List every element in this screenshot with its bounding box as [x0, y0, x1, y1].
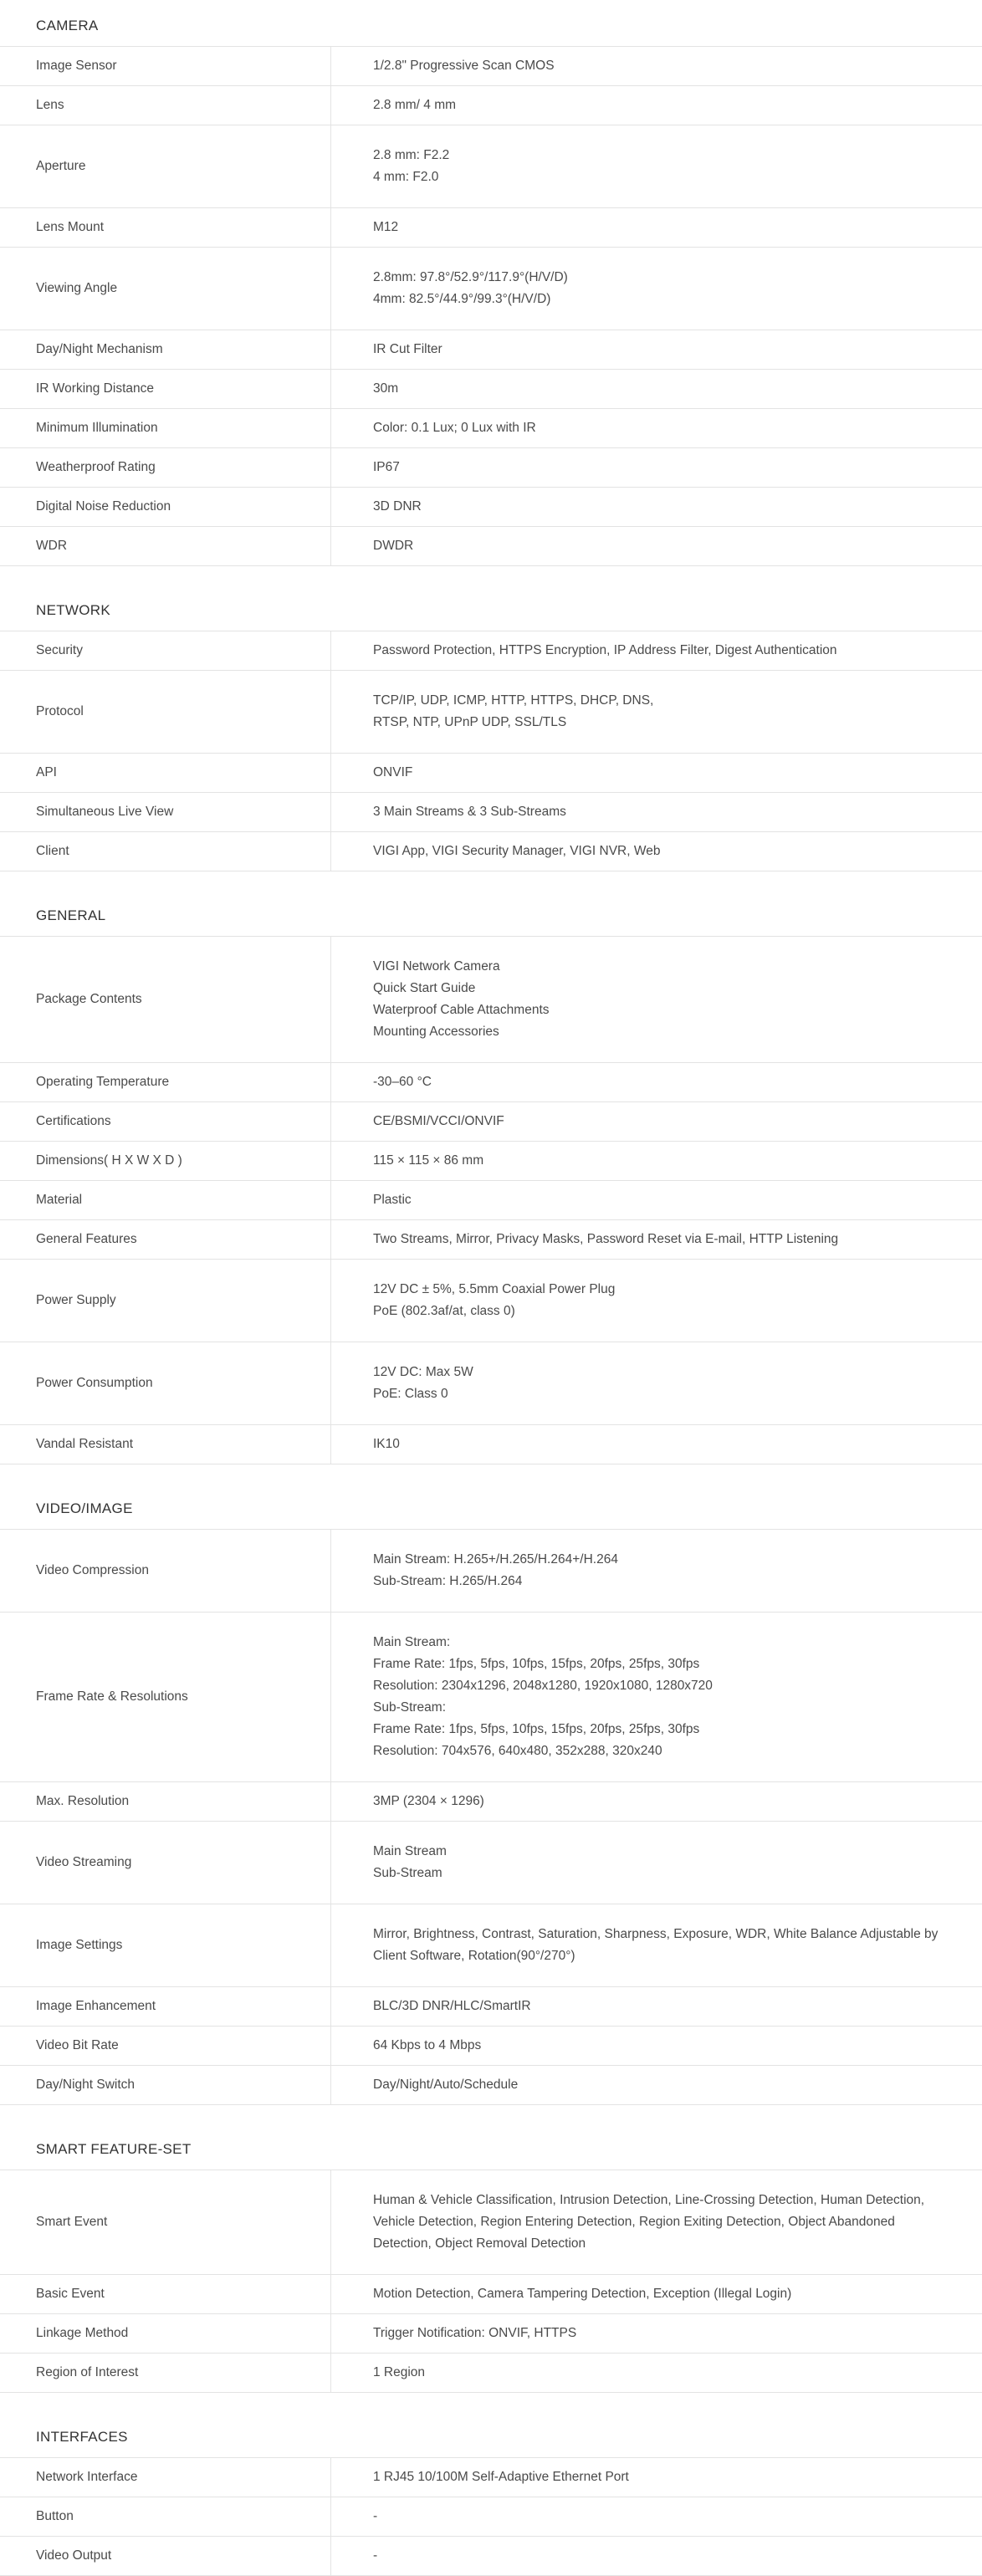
spec-value	[331, 2497, 982, 2536]
spec-value-line: 2.8 mm/ 4 mm	[373, 98, 457, 112]
spec-value	[331, 2170, 982, 2274]
spec-value-line: TCP/IP, UDP, ICMP, HTTP, HTTPS, DHCP, DNS,	[373, 693, 654, 708]
spec-label: Aperture	[0, 125, 331, 207]
spec-value	[331, 1822, 982, 1904]
spec-row-weatherproof-rating	[0, 448, 982, 488]
spec-value-line: 1 Region	[373, 2365, 426, 2379]
spec-row-package-contents	[0, 937, 982, 1063]
spec-value-line: 115 × 115 × 86 mm	[373, 1153, 484, 1168]
spec-label: Dimensions( H X W X D )	[0, 1142, 331, 1180]
spec-label: General Features	[0, 1220, 331, 1259]
spec-value-line: Frame Rate: 1fps, 5fps, 10fps, 15fps, 20fps, 25fps, 30fps	[373, 1722, 700, 1736]
spec-value-line: 30m	[373, 381, 399, 396]
spec-value-line: Mounting Accessories	[373, 1025, 499, 1039]
spec-label: Frame Rate & Resolutions	[0, 1613, 331, 1781]
spec-label: Minimum Illumination	[0, 409, 331, 447]
spec-row-general-features	[0, 1220, 982, 1260]
spec-row-certifications	[0, 1102, 982, 1142]
spec-value	[331, 937, 982, 1062]
spec-value-line: -	[373, 2509, 378, 2523]
spec-label: Lens Mount	[0, 208, 331, 247]
spec-value	[331, 1425, 982, 1464]
spec-label: Video Output	[0, 2537, 331, 2575]
spec-label: Operating Temperature	[0, 1063, 331, 1101]
spec-value-line: Password Protection, HTTPS Encryption, IP Address Filter, Digest Authentication	[373, 643, 837, 657]
spec-value	[331, 125, 982, 207]
spec-row-basic-event	[0, 2275, 982, 2314]
spec-value	[331, 2027, 982, 2065]
spec-row-network-interface	[0, 2458, 982, 2497]
spec-value	[331, 2458, 982, 2497]
spec-value	[331, 1782, 982, 1821]
spec-value	[331, 370, 982, 408]
spec-value	[331, 832, 982, 871]
spec-value-line: VIGI App, VIGI Security Manager, VIGI NVR, Web	[373, 844, 661, 858]
spec-row-max-resolution	[0, 1782, 982, 1822]
spec-value-line: Resolution: 704x576, 640x480, 352x288, 320x240	[373, 1744, 662, 1758]
section-title: GENERAL	[0, 890, 982, 937]
spec-value-line: 64 Kbps to 4 Mbps	[373, 2038, 482, 2052]
spec-value	[331, 1904, 982, 1986]
spec-row-vandal-resistant	[0, 1425, 982, 1464]
spec-label: Power Consumption	[0, 1342, 331, 1424]
spec-value	[331, 631, 982, 670]
section-title: SMART FEATURE-SET	[0, 2124, 982, 2170]
spec-value-line: -	[373, 2548, 378, 2563]
spec-value-line: VIGI Network Camera	[373, 959, 500, 974]
spec-value-line: Motion Detection, Camera Tampering Detection, Exception (Illegal Login)	[373, 2287, 792, 2301]
spec-value-line: Client Software, Rotation(90°/270°)	[373, 1949, 575, 1963]
spec-label: Basic Event	[0, 2275, 331, 2313]
spec-value	[331, 1342, 982, 1424]
spec-label: Max. Resolution	[0, 1782, 331, 1821]
spec-row-aperture	[0, 125, 982, 208]
spec-section-general	[0, 890, 982, 1464]
spec-value-line: Detection, Object Removal Detection	[373, 2236, 586, 2251]
spec-row-linkage-method	[0, 2314, 982, 2354]
spec-row-digital-noise-reduction	[0, 488, 982, 527]
spec-row-day-night-mechanism	[0, 330, 982, 370]
spec-value	[331, 527, 982, 565]
spec-row-security	[0, 631, 982, 671]
spec-value-line: Sub-Stream	[373, 1866, 442, 1880]
spec-value-line: 12V DC: Max 5W	[373, 1365, 473, 1379]
spec-value	[331, 1530, 982, 1612]
spec-row-client	[0, 832, 982, 871]
spec-row-lens-mount	[0, 208, 982, 248]
spec-value-line: 12V DC ± 5%, 5.5mm Coaxial Power Plug	[373, 1282, 616, 1296]
spec-row-ir-working-distance	[0, 370, 982, 409]
spec-value-line: Vehicle Detection, Region Entering Detection, Region Exiting Detection, Object Abandoned	[373, 2215, 895, 2229]
spec-label: API	[0, 754, 331, 792]
spec-value	[331, 2537, 982, 2575]
spec-value	[331, 488, 982, 526]
spec-label: Material	[0, 1181, 331, 1219]
spec-value-line: Waterproof Cable Attachments	[373, 1003, 550, 1017]
spec-value-line: Mirror, Brightness, Contrast, Saturation, Sharpness, Exposure, WDR, White Balance Adjustable by	[373, 1927, 939, 1941]
spec-value	[331, 330, 982, 369]
spec-section-network	[0, 585, 982, 871]
spec-label: Video Compression	[0, 1530, 331, 1612]
spec-row-operating-temperature	[0, 1063, 982, 1102]
spec-value	[331, 1142, 982, 1180]
spec-label: WDR	[0, 527, 331, 565]
spec-value-line: 3 Main Streams & 3 Sub-Streams	[373, 805, 566, 819]
spec-row-protocol	[0, 671, 982, 754]
spec-value-line: IP67	[373, 460, 400, 474]
spec-value-line: Resolution: 2304x1296, 2048x1280, 1920x1080, 1280x720	[373, 1679, 713, 1693]
spec-value-line: CE/BSMI/VCCI/ONVIF	[373, 1114, 504, 1128]
spec-value-line: Plastic	[373, 1193, 412, 1207]
spec-row-video-bit-rate	[0, 2027, 982, 2066]
spec-label: Protocol	[0, 671, 331, 753]
spec-value-line: 4 mm: F2.0	[373, 170, 439, 184]
spec-value-line: ONVIF	[373, 765, 413, 779]
spec-row-image-sensor	[0, 47, 982, 86]
spec-value-line: Sub-Stream: H.265/H.264	[373, 1574, 523, 1588]
spec-section-video-image	[0, 1483, 982, 2105]
spec-label: Button	[0, 2497, 331, 2536]
spec-value-line: Main Stream	[373, 1844, 447, 1858]
spec-label: Lens	[0, 86, 331, 125]
spec-label: Security	[0, 631, 331, 670]
spec-value	[331, 1613, 982, 1781]
spec-row-frame-rate-resolutions	[0, 1613, 982, 1782]
spec-row-region-of-interest	[0, 2354, 982, 2393]
spec-row-dimensions-h-x-w-x-d	[0, 1142, 982, 1181]
spec-value	[331, 1181, 982, 1219]
spec-label: Viewing Angle	[0, 248, 331, 330]
section-title: VIDEO/IMAGE	[0, 1483, 982, 1530]
spec-value-line: Trigger Notification: ONVIF, HTTPS	[373, 2326, 577, 2340]
spec-label: Smart Event	[0, 2170, 331, 2274]
spec-value-line: -30–60 °C	[373, 1075, 432, 1089]
spec-value	[331, 248, 982, 330]
spec-row-smart-event	[0, 2170, 982, 2275]
spec-label: IR Working Distance	[0, 370, 331, 408]
spec-value	[331, 1987, 982, 2026]
spec-label: Image Sensor	[0, 47, 331, 85]
spec-value	[331, 208, 982, 247]
spec-value-line: 3D DNR	[373, 499, 422, 514]
spec-row-minimum-illumination	[0, 409, 982, 448]
spec-value-line: Color: 0.1 Lux; 0 Lux with IR	[373, 421, 536, 435]
spec-value-line: IK10	[373, 1437, 400, 1451]
spec-row-power-consumption	[0, 1342, 982, 1425]
spec-value	[331, 671, 982, 753]
spec-row-video-streaming	[0, 1822, 982, 1904]
spec-label: Region of Interest	[0, 2354, 331, 2392]
spec-section-camera	[0, 0, 982, 566]
spec-value-line: DWDR	[373, 539, 414, 553]
spec-row-lens	[0, 86, 982, 125]
spec-value-line: Main Stream: H.265+/H.265/H.264+/H.264	[373, 1552, 618, 1567]
spec-row-simultaneous-live-view	[0, 793, 982, 832]
spec-value-line: BLC/3D DNR/HLC/SmartIR	[373, 1999, 531, 2013]
spec-value	[331, 47, 982, 85]
spec-row-viewing-angle	[0, 248, 982, 330]
spec-value-line: Frame Rate: 1fps, 5fps, 10fps, 15fps, 20fps, 25fps, 30fps	[373, 1657, 700, 1671]
spec-value	[331, 1063, 982, 1101]
spec-label: Day/Night Switch	[0, 2066, 331, 2104]
spec-value-line: PoE: Class 0	[373, 1387, 448, 1401]
spec-label: Weatherproof Rating	[0, 448, 331, 487]
spec-row-api	[0, 754, 982, 793]
spec-label: Video Bit Rate	[0, 2027, 331, 2065]
spec-value-line: Day/Night/Auto/Schedule	[373, 2078, 519, 2092]
spec-label: Certifications	[0, 1102, 331, 1141]
spec-value-line: 2.8 mm: F2.2	[373, 148, 450, 162]
spec-value	[331, 2275, 982, 2313]
spec-row-button	[0, 2497, 982, 2537]
spec-label: Simultaneous Live View	[0, 793, 331, 831]
spec-value-line: Main Stream:	[373, 1635, 451, 1649]
spec-label: Client	[0, 832, 331, 871]
spec-value-line: Human & Vehicle Classification, Intrusion Detection, Line-Crossing Detection, Human Detection,	[373, 2193, 925, 2207]
spec-row-day-night-switch	[0, 2066, 982, 2105]
spec-value	[331, 1220, 982, 1259]
section-title: INTERFACES	[0, 2411, 982, 2458]
spec-value	[331, 2314, 982, 2353]
spec-value	[331, 86, 982, 125]
spec-value	[331, 2354, 982, 2392]
spec-value-line: RTSP, NTP, UPnP UDP, SSL/TLS	[373, 715, 567, 729]
spec-value	[331, 754, 982, 792]
section-title: NETWORK	[0, 585, 982, 631]
spec-label: Network Interface	[0, 2458, 331, 2497]
spec-value	[331, 409, 982, 447]
spec-label: Power Supply	[0, 1260, 331, 1342]
spec-label: Image Settings	[0, 1904, 331, 1986]
spec-value-line: 2.8mm: 97.8°/52.9°/117.9°(H/V/D)	[373, 270, 568, 284]
spec-value-line: 1 RJ45 10/100M Self-Adaptive Ethernet Port	[373, 2470, 629, 2484]
spec-value-line: M12	[373, 220, 399, 234]
spec-value	[331, 793, 982, 831]
spec-label: Image Enhancement	[0, 1987, 331, 2026]
spec-value-line: 4mm: 82.5°/44.9°/99.3°(H/V/D)	[373, 292, 551, 306]
spec-row-image-settings	[0, 1904, 982, 1987]
spec-section-interfaces	[0, 2411, 982, 2576]
spec-value	[331, 1260, 982, 1342]
spec-value-line: Two Streams, Mirror, Privacy Masks, Password Reset via E-mail, HTTP Listening	[373, 1232, 839, 1246]
spec-label: Package Contents	[0, 937, 331, 1062]
spec-value-line: IR Cut Filter	[373, 342, 442, 356]
spec-value	[331, 2066, 982, 2104]
section-title: CAMERA	[0, 0, 982, 47]
spec-row-material	[0, 1181, 982, 1220]
spec-value	[331, 448, 982, 487]
spec-value-line: Sub-Stream:	[373, 1700, 447, 1715]
spec-value-line: PoE (802.3af/at, class 0)	[373, 1304, 515, 1318]
spec-label: Linkage Method	[0, 2314, 331, 2353]
spec-row-video-output	[0, 2537, 982, 2576]
spec-value-line: 3MP (2304 × 1296)	[373, 1794, 484, 1808]
spec-label: Vandal Resistant	[0, 1425, 331, 1464]
spec-value-line: 1/2.8" Progressive Scan CMOS	[373, 59, 555, 73]
spec-row-image-enhancement	[0, 1987, 982, 2027]
spec-row-wdr	[0, 527, 982, 566]
spec-label: Digital Noise Reduction	[0, 488, 331, 526]
spec-value-line: Quick Start Guide	[373, 981, 476, 995]
spec-row-video-compression	[0, 1530, 982, 1613]
spec-row-power-supply	[0, 1260, 982, 1342]
spec-value	[331, 1102, 982, 1141]
spec-label: Day/Night Mechanism	[0, 330, 331, 369]
spec-section-smart-feature-set	[0, 2124, 982, 2393]
spec-label: Video Streaming	[0, 1822, 331, 1904]
